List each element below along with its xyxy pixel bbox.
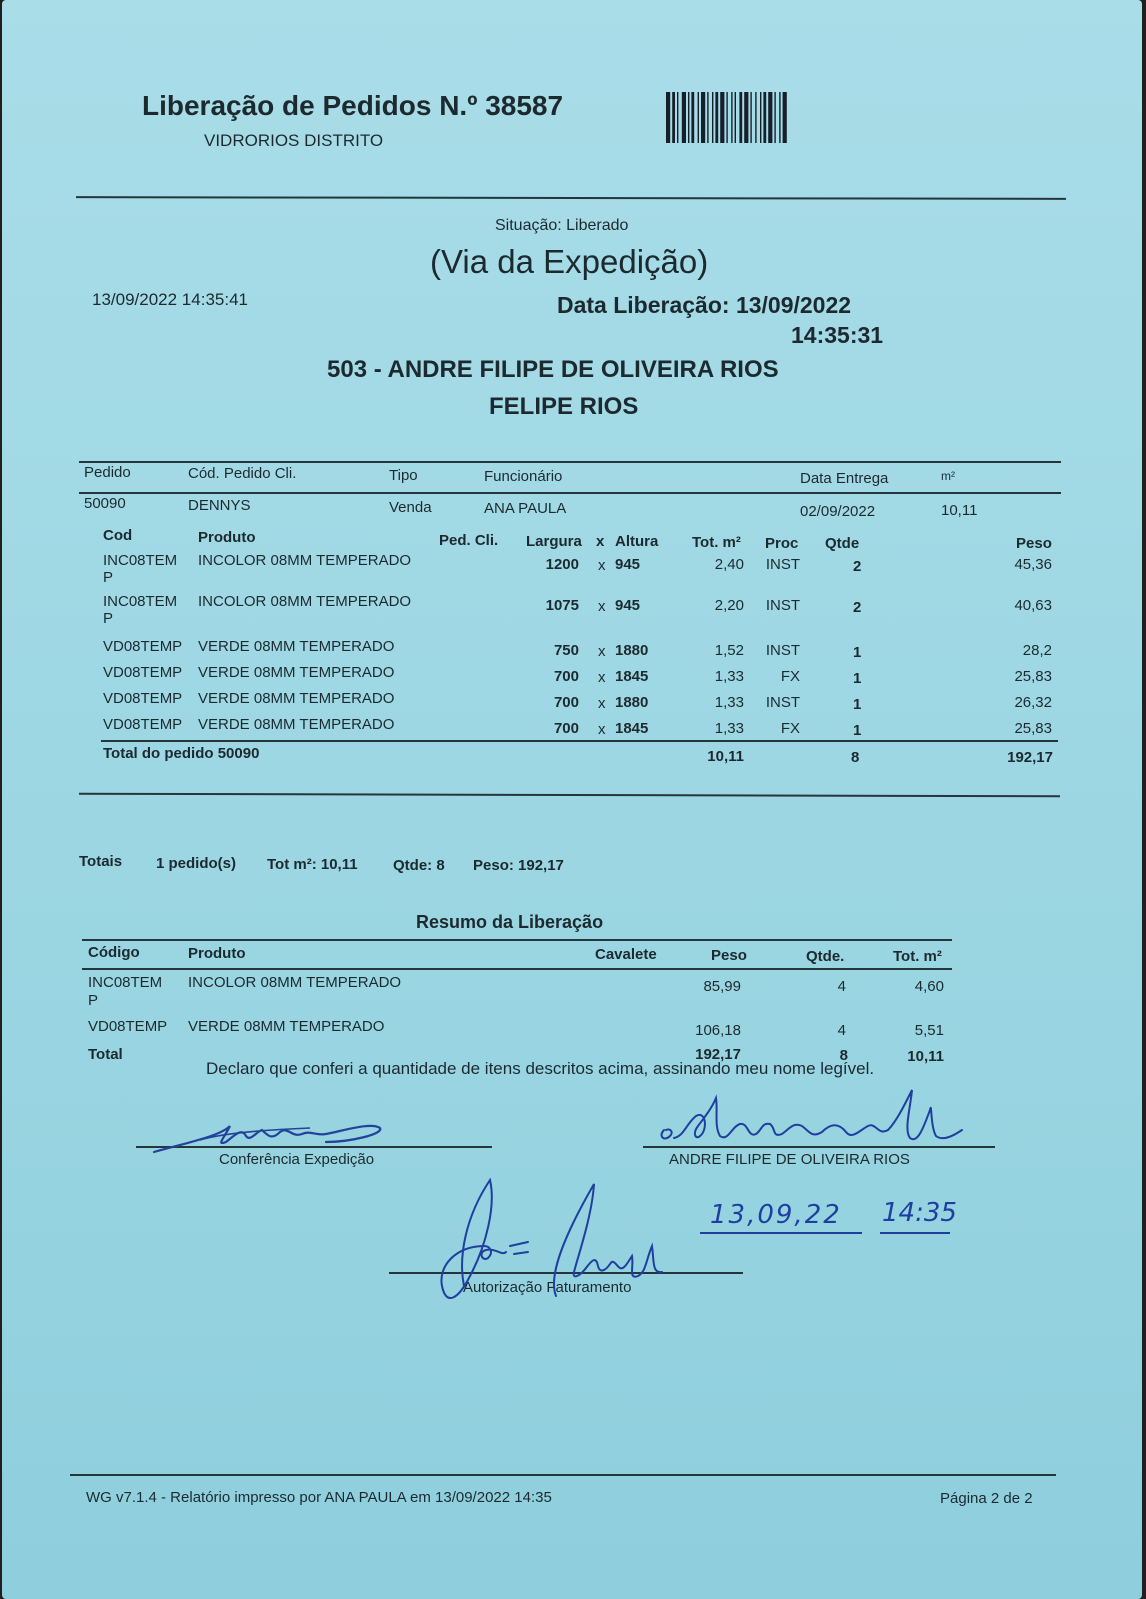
item-peso: 25,83 [1014,720,1052,737]
header-divider [76,196,1066,200]
item-altura: 1845 [615,720,649,737]
item-qtde: 2 [853,599,862,616]
summary-produto: INCOLOR 08MM TEMPERADO [188,974,402,991]
summary-col-peso: Peso [711,947,747,964]
barcode-image [666,92,838,143]
col-header-tot-m2: Tot. m² [692,534,741,551]
release-time: 14:35:31 [791,322,884,348]
footer-divider [70,1474,1056,1476]
summary-codigo: VD08TEMP [88,1018,168,1035]
summary-produto: VERDE 08MM TEMPERADO [188,1018,385,1035]
item-x: x [598,557,606,574]
item-peso: 25,83 [1014,668,1052,685]
item-altura: 945 [615,597,641,614]
item-produto: VERDE 08MM TEMPERADO [198,690,395,707]
totals-peso: Peso: 192,17 [473,857,564,874]
item-peso: 28,2 [1022,642,1052,659]
page-number: Página 2 de 2 [940,1490,1033,1507]
item-proc: FX [780,668,800,685]
item-altura: 1845 [615,668,649,685]
summary-total-qtde: 8 [839,1047,848,1064]
totals-qtde: Qtde: 8 [393,857,445,874]
summary-header-border [82,968,952,970]
summary-col-cavalete: Cavalete [595,946,657,963]
order-table-top-border [79,461,1061,463]
item-tot-m2: 2,20 [714,597,744,614]
totals-label: Totais [79,853,123,870]
summary-tot-m2: 5,51 [914,1022,944,1039]
summary-qtde: 4 [837,1022,846,1039]
col-header-cod-pedido-cli: Cód. Pedido Cli. [188,465,297,482]
cod-pedido-cli: DENNYS [188,497,251,514]
item-cod: INC08TEM [103,552,178,569]
col-header-funcionario: Funcionário [484,468,563,485]
col-header-tipo: Tipo [389,467,418,484]
item-cod-suffix: P [103,569,114,586]
copy-type-heading: (Via da Expedição) [430,243,709,280]
m2-total: 10,11 [941,502,978,519]
item-produto: VERDE 08MM TEMPERADO [198,664,395,681]
summary-codigo: INC08TEM [88,974,163,991]
items-total-border [101,740,1058,742]
status-label: Situação: Liberado [495,217,629,234]
item-produto: INCOLOR 08MM TEMPERADO [198,552,412,569]
item-qtde: 1 [853,722,862,739]
col-header-altura: Altura [615,533,659,550]
item-proc: INST [765,556,800,573]
summary-total-peso: 192,17 [695,1046,741,1063]
item-peso: 26,32 [1014,694,1052,711]
item-tot-m2: 1,33 [714,694,744,711]
col-header-ped-cli: Ped. Cli. [439,532,499,549]
item-largura: 1075 [545,597,579,614]
summary-qtde: 4 [837,978,846,995]
col-header-m2: m² [941,469,955,483]
funcionario: ANA PAULA [484,500,567,517]
item-x: x [598,721,606,738]
signature-label-cliente: ANDRE FILIPE DE OLIVEIRA RIOS [669,1151,910,1168]
col-header-peso: Peso [1016,535,1052,552]
totals-pedidos: 1 pedido(s) [156,855,237,872]
col-header-largura: Largura [526,533,582,550]
item-produto: VERDE 08MM TEMPERADO [198,638,395,655]
document-page [2,0,1142,1599]
item-altura: 1880 [615,642,649,659]
item-peso: 40,63 [1014,597,1052,614]
item-peso: 45,36 [1014,556,1052,573]
item-qtde: 1 [853,644,862,661]
items-total-peso: 192,17 [1007,749,1053,766]
pedido-number: 50090 [84,495,126,512]
col-header-pedido: Pedido [84,464,131,481]
item-altura: 1880 [615,694,649,711]
items-bottom-border [79,793,1060,798]
printed-timestamp: 13/09/2022 14:35:41 [92,290,248,309]
summary-codigo-suffix: P [88,992,99,1009]
declaration-text: Declaro que conferi a quantidade de itens descritos acima, assinando meu nome legível. [206,1059,875,1078]
item-produto: VERDE 08MM TEMPERADO [198,716,395,733]
item-qtde: 2 [853,558,862,575]
col-header-qtde: Qtde [825,535,860,552]
handwritten-signature-conferencia [150,1112,390,1158]
item-largura: 1200 [545,556,579,573]
item-cod: VD08TEMP [103,638,183,655]
col-header-proc: Proc [765,535,799,552]
summary-total-m2: 10,11 [907,1048,944,1065]
col-header-x: x [596,533,605,550]
item-cod: VD08TEMP [103,716,183,733]
item-cod-suffix: P [103,610,114,627]
client-nickname: FELIPE RIOS [489,393,639,420]
item-tot-m2: 1,33 [714,668,744,685]
col-header-data-entrega: Data Entrega [800,470,889,487]
items-total-qtde: 8 [851,749,860,766]
item-cod: INC08TEM [103,593,178,610]
tipo: Venda [389,499,432,516]
item-qtde: 1 [853,696,862,713]
handwritten-date-underline [700,1232,862,1234]
item-largura: 700 [553,668,579,685]
summary-tot-m2: 4,60 [914,978,944,995]
item-proc: INST [765,694,800,711]
item-x: x [598,669,606,686]
item-tot-m2: 1,33 [714,720,744,737]
company-name: VIDRORIOS DISTRITO [204,131,384,150]
item-altura: 945 [615,556,641,573]
summary-title: Resumo da Liberação [416,912,604,932]
summary-col-produto: Produto [188,945,246,962]
summary-col-qtde: Qtde. [806,948,845,965]
item-x: x [598,598,606,615]
document-title: Liberação de Pedidos N.º 38587 [142,90,564,121]
item-x: x [598,695,606,712]
handwritten-signature-autorizacao [406,1176,666,1316]
col-header-produto: Produto [198,529,256,546]
item-largura: 750 [553,642,579,659]
handwritten-date: 13,09,22 [710,1200,842,1230]
item-produto: INCOLOR 08MM TEMPERADO [198,593,412,610]
summary-top-border [82,939,952,941]
item-largura: 700 [553,694,579,711]
summary-peso: 85,99 [703,978,741,995]
item-largura: 700 [553,720,579,737]
items-total-label: Total do pedido 50090 [103,745,260,762]
order-table-header-border [79,492,1061,494]
handwritten-time-underline [880,1232,950,1234]
signature-label-autorizacao: Autorização Faturamento [463,1279,632,1296]
item-tot-m2: 2,40 [714,556,744,573]
signature-label-conferencia: Conferência Expedição [219,1151,375,1168]
items-total-m2: 10,11 [707,748,744,765]
item-proc: FX [780,720,800,737]
handwritten-time: 14:35 [882,1198,957,1228]
summary-col-codigo: Código [88,944,140,961]
handwritten-signature-cliente [656,1086,966,1158]
summary-col-tot-m2: Tot. m² [893,948,942,965]
item-qtde: 1 [853,670,862,687]
item-proc: INST [765,642,800,659]
item-cod: VD08TEMP [103,690,183,707]
summary-peso: 106,18 [695,1022,741,1039]
release-date: Data Liberação: 13/09/2022 [557,292,852,318]
footer-print-info: WG v7.1.4 - Relatório impresso por ANA PAULA em 13/09/2022 14:35 [86,1489,552,1506]
data-entrega: 02/09/2022 [800,503,876,520]
client-name: 503 - ANDRE FILIPE DE OLIVEIRA RIOS [327,356,779,383]
col-header-cod: Cod [103,527,133,544]
item-proc: INST [765,597,800,614]
item-cod: VD08TEMP [103,664,183,681]
item-tot-m2: 1,52 [714,642,744,659]
totals-m2: Tot m²: 10,11 [267,856,358,873]
summary-total-label: Total [88,1046,123,1063]
item-x: x [598,643,606,660]
